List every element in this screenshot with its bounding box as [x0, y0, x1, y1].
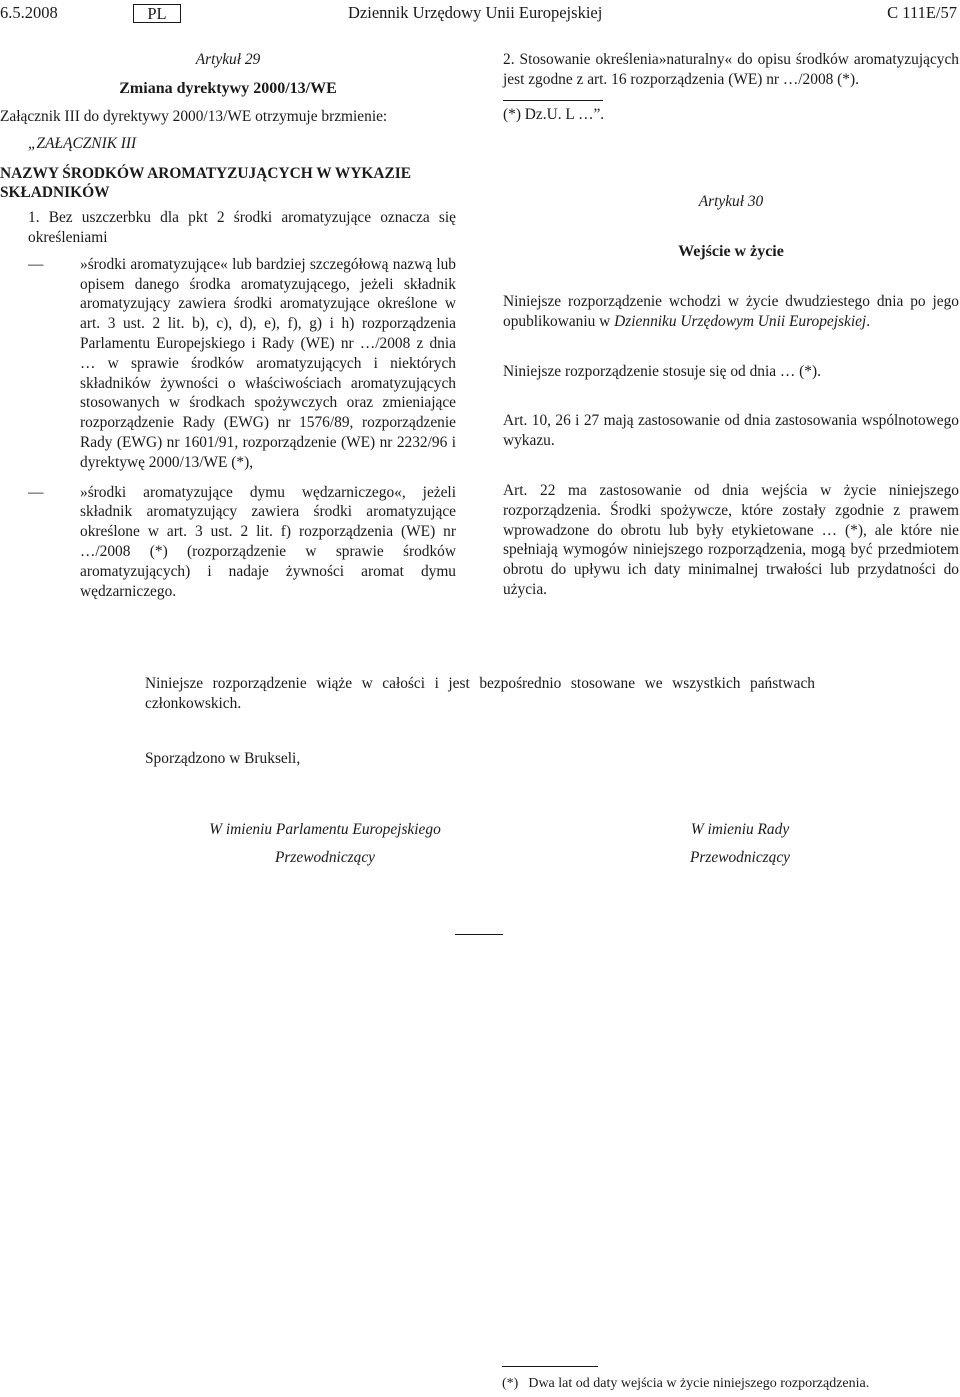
dash-marker: — — [28, 255, 44, 273]
right-column — [503, 50, 959, 600]
language-box: PL — [133, 4, 181, 23]
signature-council — [570, 820, 910, 868]
article-29-intro: Załącznik III do dyrektywy 2000/13/WE otrzymuje brzmienie: — [0, 107, 388, 125]
point-1: 1. Bez uszczerbku dla pkt 2 środki aromatyzujące oznacza się określeniami — [28, 209, 456, 246]
left-column — [0, 50, 456, 601]
footnote-mark: (*) — [502, 1376, 519, 1391]
annex-label: „ZAŁĄCZNIK III — [28, 135, 137, 153]
journal-name-italic: Dzienniku Urzędowym Unii Europejskiej — [614, 312, 867, 330]
para-text: Niniejsze rozporządzenie wchodzi w życie dwudziestego dnia po jego opublikowaniu w — [503, 292, 959, 330]
dash-item-text: »środki aromatyzujące dymu wędzarniczego«, jeżeli składnik aromatyzujący zawiera środki aromatyzujące określone w art. 3 ust. 2 lit. f) rozporządzenia (WE) nr …/2008 (*) (rozporządzenie w sprawie środków aromatyzujących) i nadaje żywności aromat dymu wędzarniczego. — [80, 483, 456, 600]
article-22-paragraph: Art. 22 ma zastosowanie od dnia wejścia w życie niniejszego rozporządzenia. Środki spożywcze, które zostały zgodnie z prawem wprowadzone do obrotu lub były etykietowane … (*), ale które nie spełniają wymogów niniejszego rozporządzenia, mogą być przedmiotem obrotu do upływu ich daty minimalnej trwałości lub przydatności do użycia. — [503, 481, 959, 598]
articles-10-26-27-paragraph: Art. 10, 26 i 27 mają zastosowanie od dnia zastosowania wspólnotowego wykazu. — [503, 412, 959, 450]
footnote-separator — [502, 1366, 598, 1367]
signature-organization: W imieniu Rady — [690, 821, 790, 838]
article-30-title: Wejście w życie — [678, 243, 784, 261]
journal-reference: C 111E/57 — [887, 3, 957, 22]
article-29-title: Zmiana dyrektywy 2000/13/WE — [119, 79, 337, 97]
application-paragraph: Niniejsze rozporządzenie stosuje się od dnia … (*). — [503, 362, 821, 380]
dash-item — [0, 255, 456, 473]
article-29-number: Artykuł 29 — [195, 51, 261, 68]
dash-item — [0, 483, 456, 602]
binding-statement: Niniejsze rozporządzenie wiąże w całości i jest bezpośrednio stosowane we wszystkich państwach członkowskich. — [145, 675, 815, 712]
signature-parliament — [155, 820, 495, 868]
page-header — [0, 3, 960, 25]
annex-title: NAZWY ŚRODKÓW AROMATYZUJĄCYCH W WYKAZIE SKŁADNIKÓW — [0, 165, 412, 202]
signature-organization: W imieniu Parlamentu Europejskiego — [209, 821, 441, 838]
inner-footnote: (*) Dz.U. L …”. — [503, 105, 605, 123]
footnote-separator — [503, 100, 603, 101]
para-text-end: . — [866, 312, 871, 330]
entry-into-force-paragraph — [503, 292, 959, 332]
footnote-text: Dwa lat od daty wejścia w życie niniejszego rozporządzenia. — [528, 1376, 870, 1391]
dash-marker: — — [28, 483, 44, 501]
signature-role: Przewodniczący — [274, 848, 376, 866]
page-footnote — [502, 1374, 869, 1394]
closing-block — [145, 674, 815, 768]
article-30-number: Artykuł 30 — [698, 193, 764, 211]
point-2: 2. Stosowanie określenia»naturalny« do opisu środków aromatyzujących jest zgodne z art. 16 rozporządzenia (WE) nr …/2008 (*). — [503, 51, 959, 88]
journal-title: Dziennik Urzędowy Unii Europejskiej — [348, 3, 603, 22]
signature-role: Przewodniczący — [689, 848, 791, 866]
end-of-text-rule — [455, 934, 503, 935]
dash-item-text: »środki aromatyzujące« lub bardziej szczegółową nazwą lub opisem danego środka aromatyzującego, jeżeli składnik aromatyzujący zawiera środki aromatyzujące określone w art. 3 ust. 2 lit. b), c), d), e), f), g) i h) rozporządzenia Parlamentu Europejskiego i Rady (WE) nr …/2008 z dnia … w sprawie środków aromatyzujących i niektórych składników żywności o właściwościach aromatyzujących stosowanych w środkach spożywczych oraz zmieniające rozporządzenie Rady (EWG) nr 1576/89, rozporządzenie Rady (EWG) nr 1601/91, rozporządzenie (WE) nr 2232/96 i dyrektywę 2000/13/WE (*), — [80, 255, 456, 471]
done-at: Sporządzono w Brukseli, — [145, 749, 301, 767]
publication-date: 6.5.2008 — [0, 3, 58, 22]
